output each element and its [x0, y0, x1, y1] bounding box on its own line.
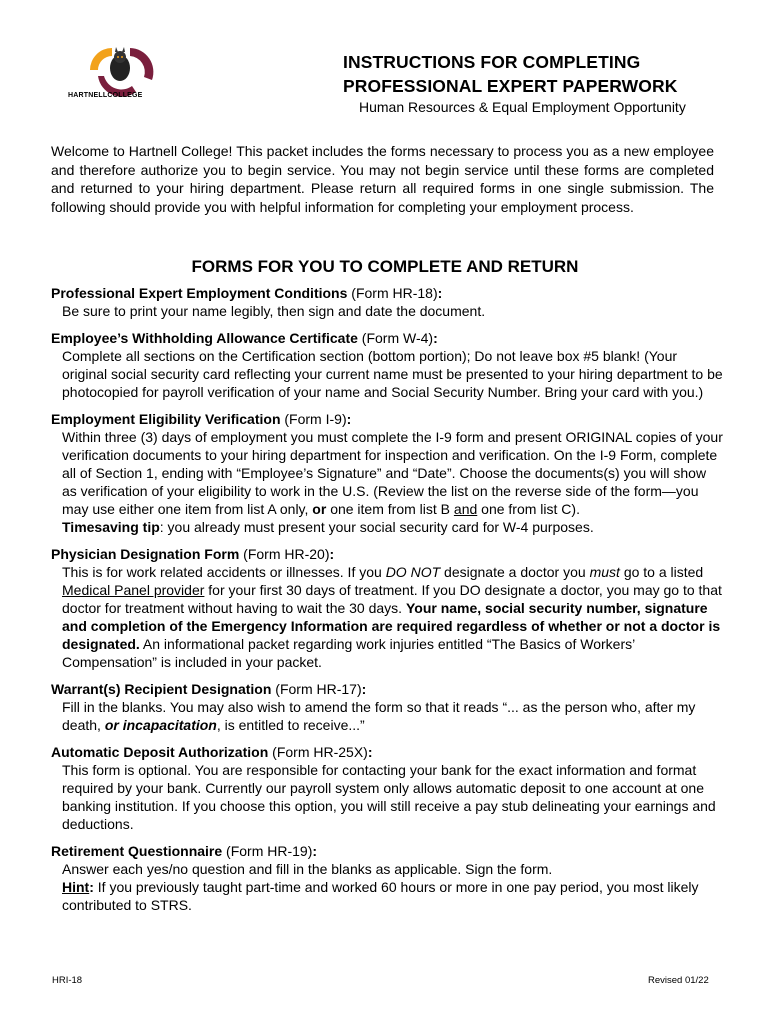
form-number: (Form HR-18) — [351, 285, 438, 301]
section-i9 — [51, 410, 723, 536]
form-name: Employee’s Withholding Allowance Certificate — [51, 330, 358, 346]
section-body: Within three (3) days of employment you must complete the I-9 form and present ORIGINAL copies of your verification documents to your hiring department for inspection and verification. On the I-9 Form, complete all of Section 1, ending with “Employee’s Signature” and “Date”. Choose the documents(s) you will show as verification of your eligibility to work in the U.S. (Review the list on the reverse side of the form—you may use either one item from list A only, or one item from list B and one from list C). Timesaving tip: you already must present your social security card for W-4 purposes. — [62, 429, 723, 535]
footer-revised-date: Revised 01/22 — [648, 975, 709, 986]
logo-text: HARTNELLCOLLEGE — [68, 92, 143, 99]
section-title: Warrant(s) Recipient Designation (Form HR-17): — [51, 681, 367, 697]
section-hr17 — [51, 680, 723, 734]
title-line-2: PROFESSIONAL EXPERT PAPERWORK — [343, 76, 678, 96]
form-name: Retirement Questionnaire — [51, 843, 223, 859]
section-title: Automatic Deposit Authorization (Form HR-25X): — [51, 744, 373, 760]
section-body: This is for work related accidents or illnesses. If you DO NOT designate a doctor you must go to a listed Medical Panel provider for your first 30 days of treatment. If you DO designate a doctor, you may go to that doctor for treatment without having to wait the 30 days. Your name, social security number, signature and completion of the Emergency Information are required regardless of whether or not a doctor is designated. An informational packet regarding work injuries entitled “The Basics of Workers’ Compensation” is included in your packet. — [62, 564, 722, 670]
form-number: (Form HR-20) — [243, 546, 330, 562]
form-name: Professional Expert Employment Conditions — [51, 285, 348, 301]
section-body: Be sure to print your name legibly, then sign and date the document. — [62, 303, 486, 319]
page-title — [343, 50, 677, 98]
section-body: Complete all sections on the Certification section (bottom portion); Do not leave box #5 blank! (Your original social security card reflecting your current name must be presented to your hiring department to be photocopied for payroll verification of your name and Social Security Number. Bring your card with you.) — [62, 348, 723, 400]
form-number: (Form HR-25X) — [272, 744, 368, 760]
section-body: Answer each yes/no question and fill in the blanks as applicable. Sign the form. Hint: If you previously taught part-time and worked 60 hours or more in one pay period, you most likely contributed to STRS. — [62, 861, 699, 913]
section-body: This form is optional. You are responsible for contacting your bank for the exact information and format required by your bank. Currently our payroll system only allows automatic deposit to one account at one banking institution. If you choose this option, you will still receive a pay stub delineating your earnings and deductions. — [62, 762, 716, 832]
form-number: (Form HR-17) — [275, 681, 362, 697]
section-body: Fill in the blanks. You may also wish to amend the form so that it reads “... as the person who, after my death, or incapacitation, is entitled to receive...” — [62, 699, 696, 733]
section-hr20 — [51, 545, 723, 671]
form-name: Warrant(s) Recipient Designation — [51, 681, 272, 697]
forms-heading: FORMS FOR YOU TO COMPLETE AND RETURN — [191, 257, 579, 276]
hint-label: Hint — [62, 879, 90, 895]
footer-document-code: HRI-18 — [52, 975, 83, 986]
department-subtitle: Human Resources & Equal Employment Opportunity — [359, 99, 686, 115]
form-name: Physician Designation Form — [51, 546, 240, 562]
intro-paragraph: Welcome to Hartnell College! This packet includes the forms necessary to process you as a new employee and therefore authorize you to begin service. You may not begin service until these forms are completed and returned to your hiring department. Please return all required forms in one single submission. The following should provide you with helpful information for completing your employment process. — [51, 143, 714, 215]
section-title: Physician Designation Form (Form HR-20): — [51, 546, 335, 562]
section-title: Retirement Questionnaire (Form HR-19): — [51, 843, 318, 859]
form-name: Automatic Deposit Authorization — [51, 744, 269, 760]
timesaving-tip-label: Timesaving tip — [62, 519, 160, 535]
section-hr18 — [51, 284, 723, 320]
section-title: Employee’s Withholding Allowance Certificate (Form W-4): — [51, 330, 438, 346]
form-number: (Form I-9) — [284, 411, 347, 427]
section-w4 — [51, 329, 723, 401]
form-number: (Form W-4) — [361, 330, 434, 346]
form-name: Employment Eligibility Verification — [51, 411, 281, 427]
section-title: Professional Expert Employment Conditions (Form HR-18): — [51, 285, 443, 301]
forms-list — [51, 284, 723, 923]
form-number: (Form HR-19) — [226, 843, 313, 859]
title-line-1: INSTRUCTIONS FOR COMPLETING — [343, 52, 641, 72]
medical-panel-link: Medical Panel provider — [62, 582, 205, 598]
section-hr19 — [51, 842, 723, 914]
section-hr25x — [51, 743, 723, 833]
section-title: Employment Eligibility Verification (Form I-9): — [51, 411, 352, 427]
